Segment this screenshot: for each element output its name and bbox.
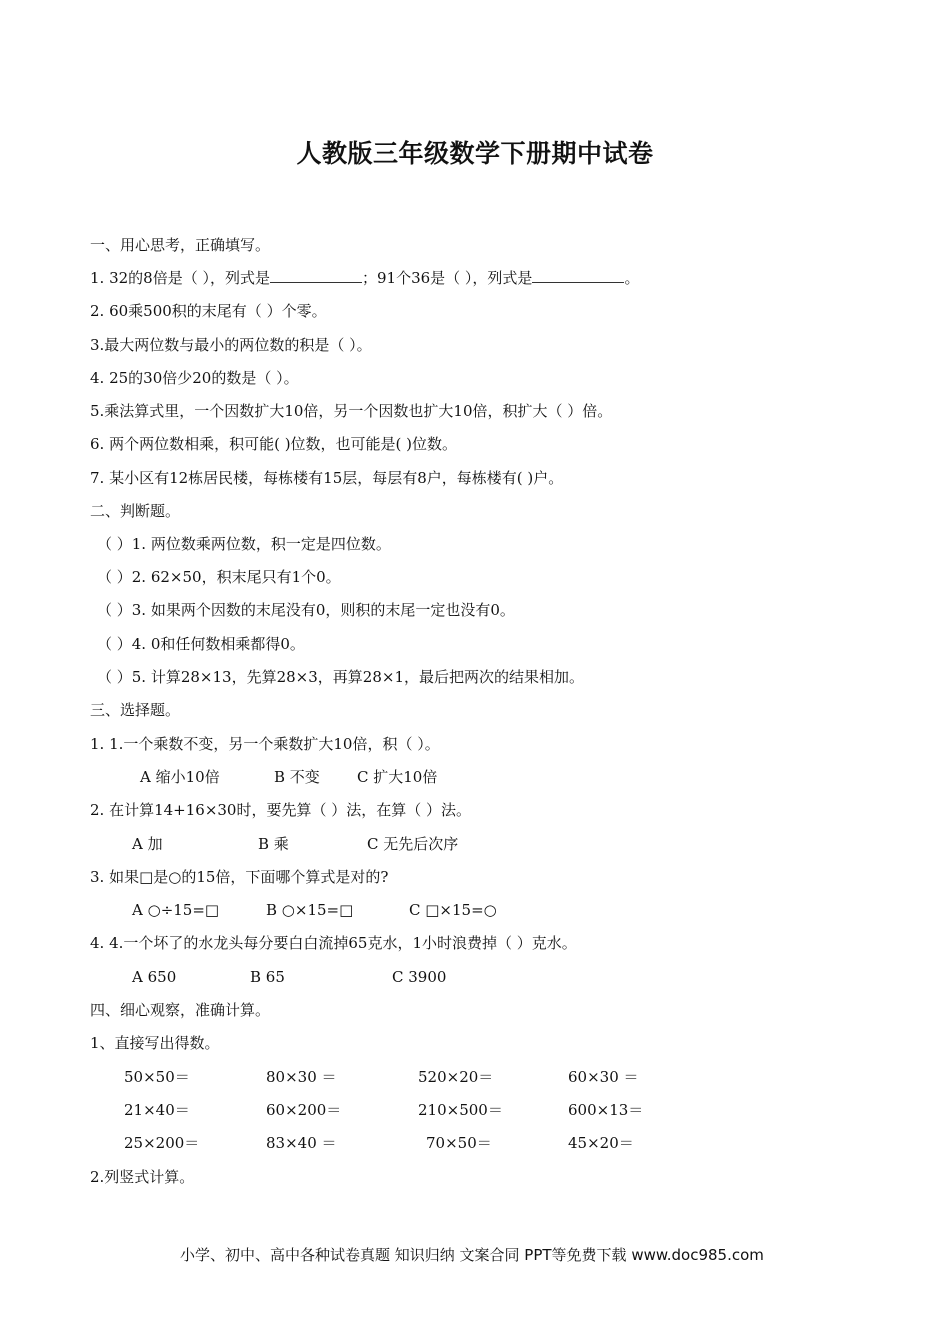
choice-3-option-b: B ○×15=□: [266, 901, 354, 919]
section4-sub1: 1、直接写出得数。: [90, 1034, 220, 1052]
judge-item-1: （ ）1. 两位数乘两位数，积一定是四位数。: [97, 535, 391, 553]
calc-r2-c3: 210×500＝: [418, 1101, 503, 1119]
choice-3-option-a: A ○÷15=□: [132, 901, 220, 919]
choice-3-option-c: C □×15=○: [409, 901, 497, 919]
calc-r1-c4: 60×30 ＝: [568, 1068, 639, 1086]
judge-item-4: （ ）4. 0和任何数相乘都得0。: [97, 635, 305, 653]
s1-question-3: 3.最大两位数与最小的两位数的积是（ ）。: [90, 336, 372, 354]
s1-question-1: [90, 268, 639, 288]
s1-q1-part1: 1. 32的8倍是（ ），列式是: [90, 269, 270, 287]
choice-question-4: 4. 4.一个坏了的水龙头每分要白白流掉65克水，1小时浪费掉（ ）克水。: [90, 934, 577, 952]
calc-r2-c2: 60×200＝: [266, 1101, 342, 1119]
judge-item-3: （ ）3. 如果两个因数的末尾没有0，则积的末尾一定也没有0。: [97, 601, 515, 619]
choice-2-option-c: C 无先后次序: [367, 835, 459, 853]
calc-r3-c3: 70×50＝: [426, 1134, 492, 1152]
choice-question-1: 1. 1.一个乘数不变，另一个乘数扩大10倍，积（ ）。: [90, 735, 440, 753]
choice-1-option-b: B 不变: [274, 768, 320, 786]
calc-r2-c1: 21×40＝: [124, 1101, 190, 1119]
page-title: 人教版三年级数学下册期中试卷: [296, 139, 654, 168]
s1-q1-part2: ；91个36是（ ），列式是: [361, 269, 533, 287]
answer-blank-2: [532, 268, 624, 283]
calc-r3-c4: 45×20＝: [568, 1134, 634, 1152]
s1-question-7: 7. 某小区有12栋居民楼，每栋楼有15层，每层有8户，每栋楼有( )户。: [90, 469, 564, 487]
calc-r1-c3: 520×20＝: [418, 1068, 494, 1086]
choice-2-option-b: B 乘: [258, 835, 289, 853]
choice-1-option-c: C 扩大10倍: [357, 768, 438, 786]
choice-1-option-a: A 缩小10倍: [140, 768, 220, 786]
section2-heading: 二、判断题。: [90, 502, 181, 520]
footer-link[interactable]: 小学、初中、高中各种试卷真题 知识归纳 文案合同 PPT等免费下载 www.doc985.com: [180, 1246, 764, 1264]
section1-heading: 一、用心思考，正确填写。: [90, 236, 271, 254]
section3-heading: 三、选择题。: [90, 701, 181, 719]
answer-blank-1: [270, 268, 362, 283]
choice-4-option-a: A 650: [132, 968, 177, 986]
calc-r1-c2: 80×30 ＝: [266, 1068, 337, 1086]
calc-r3-c2: 83×40 ＝: [266, 1134, 337, 1152]
s1-q1-part3: 。: [624, 269, 640, 287]
section4-heading: 四、细心观察，准确计算。: [90, 1001, 271, 1019]
calc-r1-c1: 50×50＝: [124, 1068, 190, 1086]
judge-item-2: （ ）2. 62×50，积末尾只有1个0。: [97, 568, 341, 586]
judge-item-5: （ ）5. 计算28×13，先算28×3，再算28×1，最后把两次的结果相加。: [97, 668, 584, 686]
s1-question-4: 4. 25的30倍少20的数是（ ）。: [90, 369, 299, 387]
choice-4-option-b: B 65: [250, 968, 285, 986]
choice-2-option-a: A 加: [132, 835, 163, 853]
calc-r3-c1: 25×200＝: [124, 1134, 200, 1152]
s1-question-5: 5.乘法算式里，一个因数扩大10倍，另一个因数也扩大10倍，积扩大（ ）倍。: [90, 402, 613, 420]
s1-question-2: 2. 60乘500积的末尾有（ ）个零。: [90, 302, 327, 320]
calc-r2-c4: 600×13＝: [568, 1101, 644, 1119]
section4-sub2: 2.列竖式计算。: [90, 1168, 195, 1186]
choice-4-option-c: C 3900: [392, 968, 447, 986]
s1-question-6: 6. 两个两位数相乘，积可能( )位数，也可能是( )位数。: [90, 435, 458, 453]
choice-question-2: 2. 在计算14+16×30时，要先算（ ）法，在算（ ）法。: [90, 801, 472, 819]
choice-question-3: 3. 如果□是○的15倍，下面哪个算式是对的?: [90, 868, 389, 886]
